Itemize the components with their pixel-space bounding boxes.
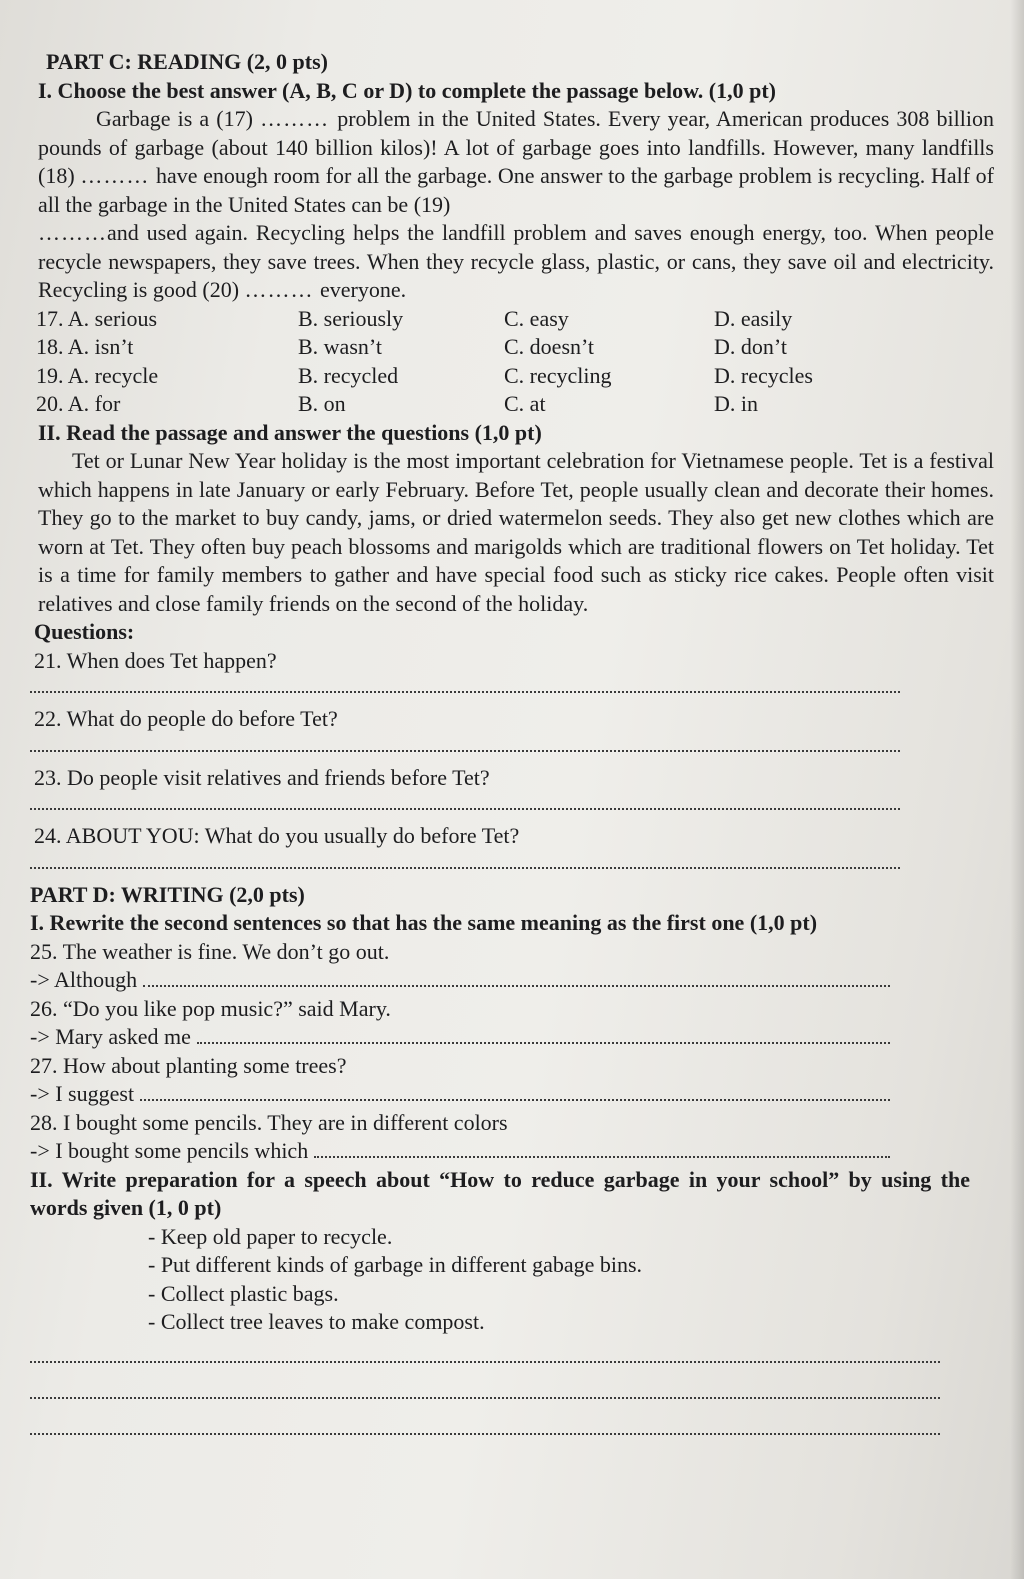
page-edge-shadow: [1010, 0, 1024, 1579]
answer-line-23[interactable]: [30, 780, 900, 810]
option-17d[interactable]: D. easily: [714, 305, 793, 331]
speech-cue: - Put different kinds of garbage in different gabage bins.: [148, 1252, 643, 1277]
rewrite-prompt-28: 28. I bought some pencils. They are in different colors: [30, 1109, 508, 1135]
part-d-section-ii-title: II. Write preparation for a speech about “How to reduce garbage in your school” by using the words given (1, 0 pt): [30, 1166, 970, 1220]
rewrite-prompt-27: 27. How about planting some trees?: [30, 1052, 347, 1078]
rewrite-lead-25: -> Although: [30, 967, 138, 992]
option-19c[interactable]: C. recycling: [504, 362, 612, 388]
passage-text: everyone.: [320, 277, 407, 302]
question-23: 23. Do people visit relatives and friends before Tet?: [34, 764, 490, 790]
option-18c[interactable]: C. doesn’t: [504, 334, 595, 359]
rewrite-answer-27: [30, 1080, 1000, 1109]
passage-text: have enough room for all the garbage. One answer to the garbage problem is recycling. Half of all the garbage in the United States can be (19): [38, 163, 995, 217]
answer-line-21[interactable]: [30, 663, 900, 693]
part-d-title: PART D: WRITING (2,0 pts): [30, 881, 305, 907]
rewrite-line-28[interactable]: [314, 1146, 890, 1158]
speech-answer-line-3[interactable]: [30, 1399, 940, 1435]
option-17a[interactable]: 17. A. serious: [36, 305, 157, 331]
blank-20[interactable]: ………: [244, 277, 321, 302]
rewrite-answer-26: [30, 1023, 1000, 1052]
rewrite-prompt-25: 25. The weather is fine. We don’t go out.: [30, 938, 390, 964]
option-20b[interactable]: B. on: [298, 391, 346, 416]
option-18b[interactable]: B. wasn’t: [298, 334, 382, 359]
option-19d[interactable]: D. recycles: [714, 362, 813, 388]
rewrite-line-25[interactable]: [143, 975, 890, 987]
answer-line-22[interactable]: [30, 722, 900, 752]
tet-passage-text: Tet or Lunar New Year holiday is the most important celebration for Vietnamese people. Tet is a festival which happens in late January or early February. Before Tet, people usually clean and decorate their homes. They go to the market to buy candy, jams, or dried watermelon seeds. They also get new clothes which are worn at Tet. They often buy peach blossoms and marigolds which are traditional flowers on Tet holiday. Tet is a time for family members to gather and have special food such as sticky rice cakes. People often visit relatives and close family friends on the second of the holiday.: [38, 448, 994, 616]
option-18a[interactable]: 18. A. isn’t: [36, 334, 134, 359]
rewrite-answer-28: [30, 1137, 1000, 1166]
passage-text: and used again. Recycling helps the landfill problem and saves enough energy, too. When people recycle newspapers, they save trees. When they recycle glass, plastic, or cans, they save oil and electricity. Recycling is good (20): [38, 220, 994, 302]
speech-cue: - Collect plastic bags.: [148, 1280, 339, 1306]
option-20a[interactable]: 20. A. for: [36, 391, 121, 416]
question-24: 24. ABOUT YOU: What do you usually do before Tet?: [34, 823, 520, 848]
rewrite-answer-25: [30, 966, 1000, 995]
part-c-section-ii-title: II. Read the passage and answer the questions (1,0 pt): [38, 419, 542, 445]
rewrite-lead-27: -> I suggest: [30, 1081, 135, 1106]
passage-text: problem in the United States. Every year, American produces 308 billion pounds of garbage (about 140 billion kilos)! A lot of garbage goes into landfills. However, many landfills (18): [38, 106, 995, 188]
option-20d[interactable]: D. in: [714, 391, 758, 416]
answer-line-24[interactable]: [30, 839, 900, 869]
rewrite-line-27[interactable]: [140, 1089, 890, 1101]
rewrite-lead-26: -> Mary asked me: [30, 1024, 191, 1049]
rewrite-lead-28: -> I bought some pencils which: [30, 1138, 309, 1163]
option-17b[interactable]: B. seriously: [298, 305, 404, 331]
rewrite-line-26[interactable]: [197, 1032, 890, 1044]
part-d-section-i-title: I. Rewrite the second sentences so that has the same meaning as the first one (1,0 pt): [30, 910, 818, 935]
blank-17[interactable]: ………: [260, 106, 338, 131]
speech-cue: - Keep old paper to recycle.: [148, 1223, 393, 1249]
blank-18[interactable]: ………: [80, 163, 156, 188]
part-c-section-i-title: I. Choose the best answer (A, B, C or D) to complete the passage below. (1,0 pt): [38, 77, 776, 103]
question-21: 21. When does Tet happen?: [34, 647, 277, 673]
option-19a[interactable]: 19. A. recycle: [36, 362, 159, 388]
passage-text: Garbage is a (17): [96, 106, 261, 131]
speech-cue-list: [148, 1223, 1000, 1337]
speech-answer-line-2[interactable]: [30, 1363, 940, 1399]
speech-cue: - Collect tree leaves to make compost.: [148, 1309, 485, 1334]
questions-label: Questions:: [34, 619, 135, 644]
garbage-passage: [38, 105, 994, 305]
rewrite-prompt-26: 26. “Do you like pop music?” said Mary.: [30, 995, 391, 1021]
blank-19[interactable]: ………: [38, 220, 107, 245]
question-22: 22. What do people do before Tet?: [34, 706, 338, 731]
option-20c[interactable]: C. at: [504, 391, 546, 416]
option-17c[interactable]: C. easy: [504, 305, 569, 331]
option-19b[interactable]: B. recycled: [298, 362, 399, 388]
option-18d[interactable]: D. don’t: [714, 334, 787, 359]
answer-options-grid: [36, 305, 1000, 419]
tet-passage: [38, 447, 994, 618]
part-c-title: PART C: READING (2, 0 pts): [46, 49, 328, 74]
